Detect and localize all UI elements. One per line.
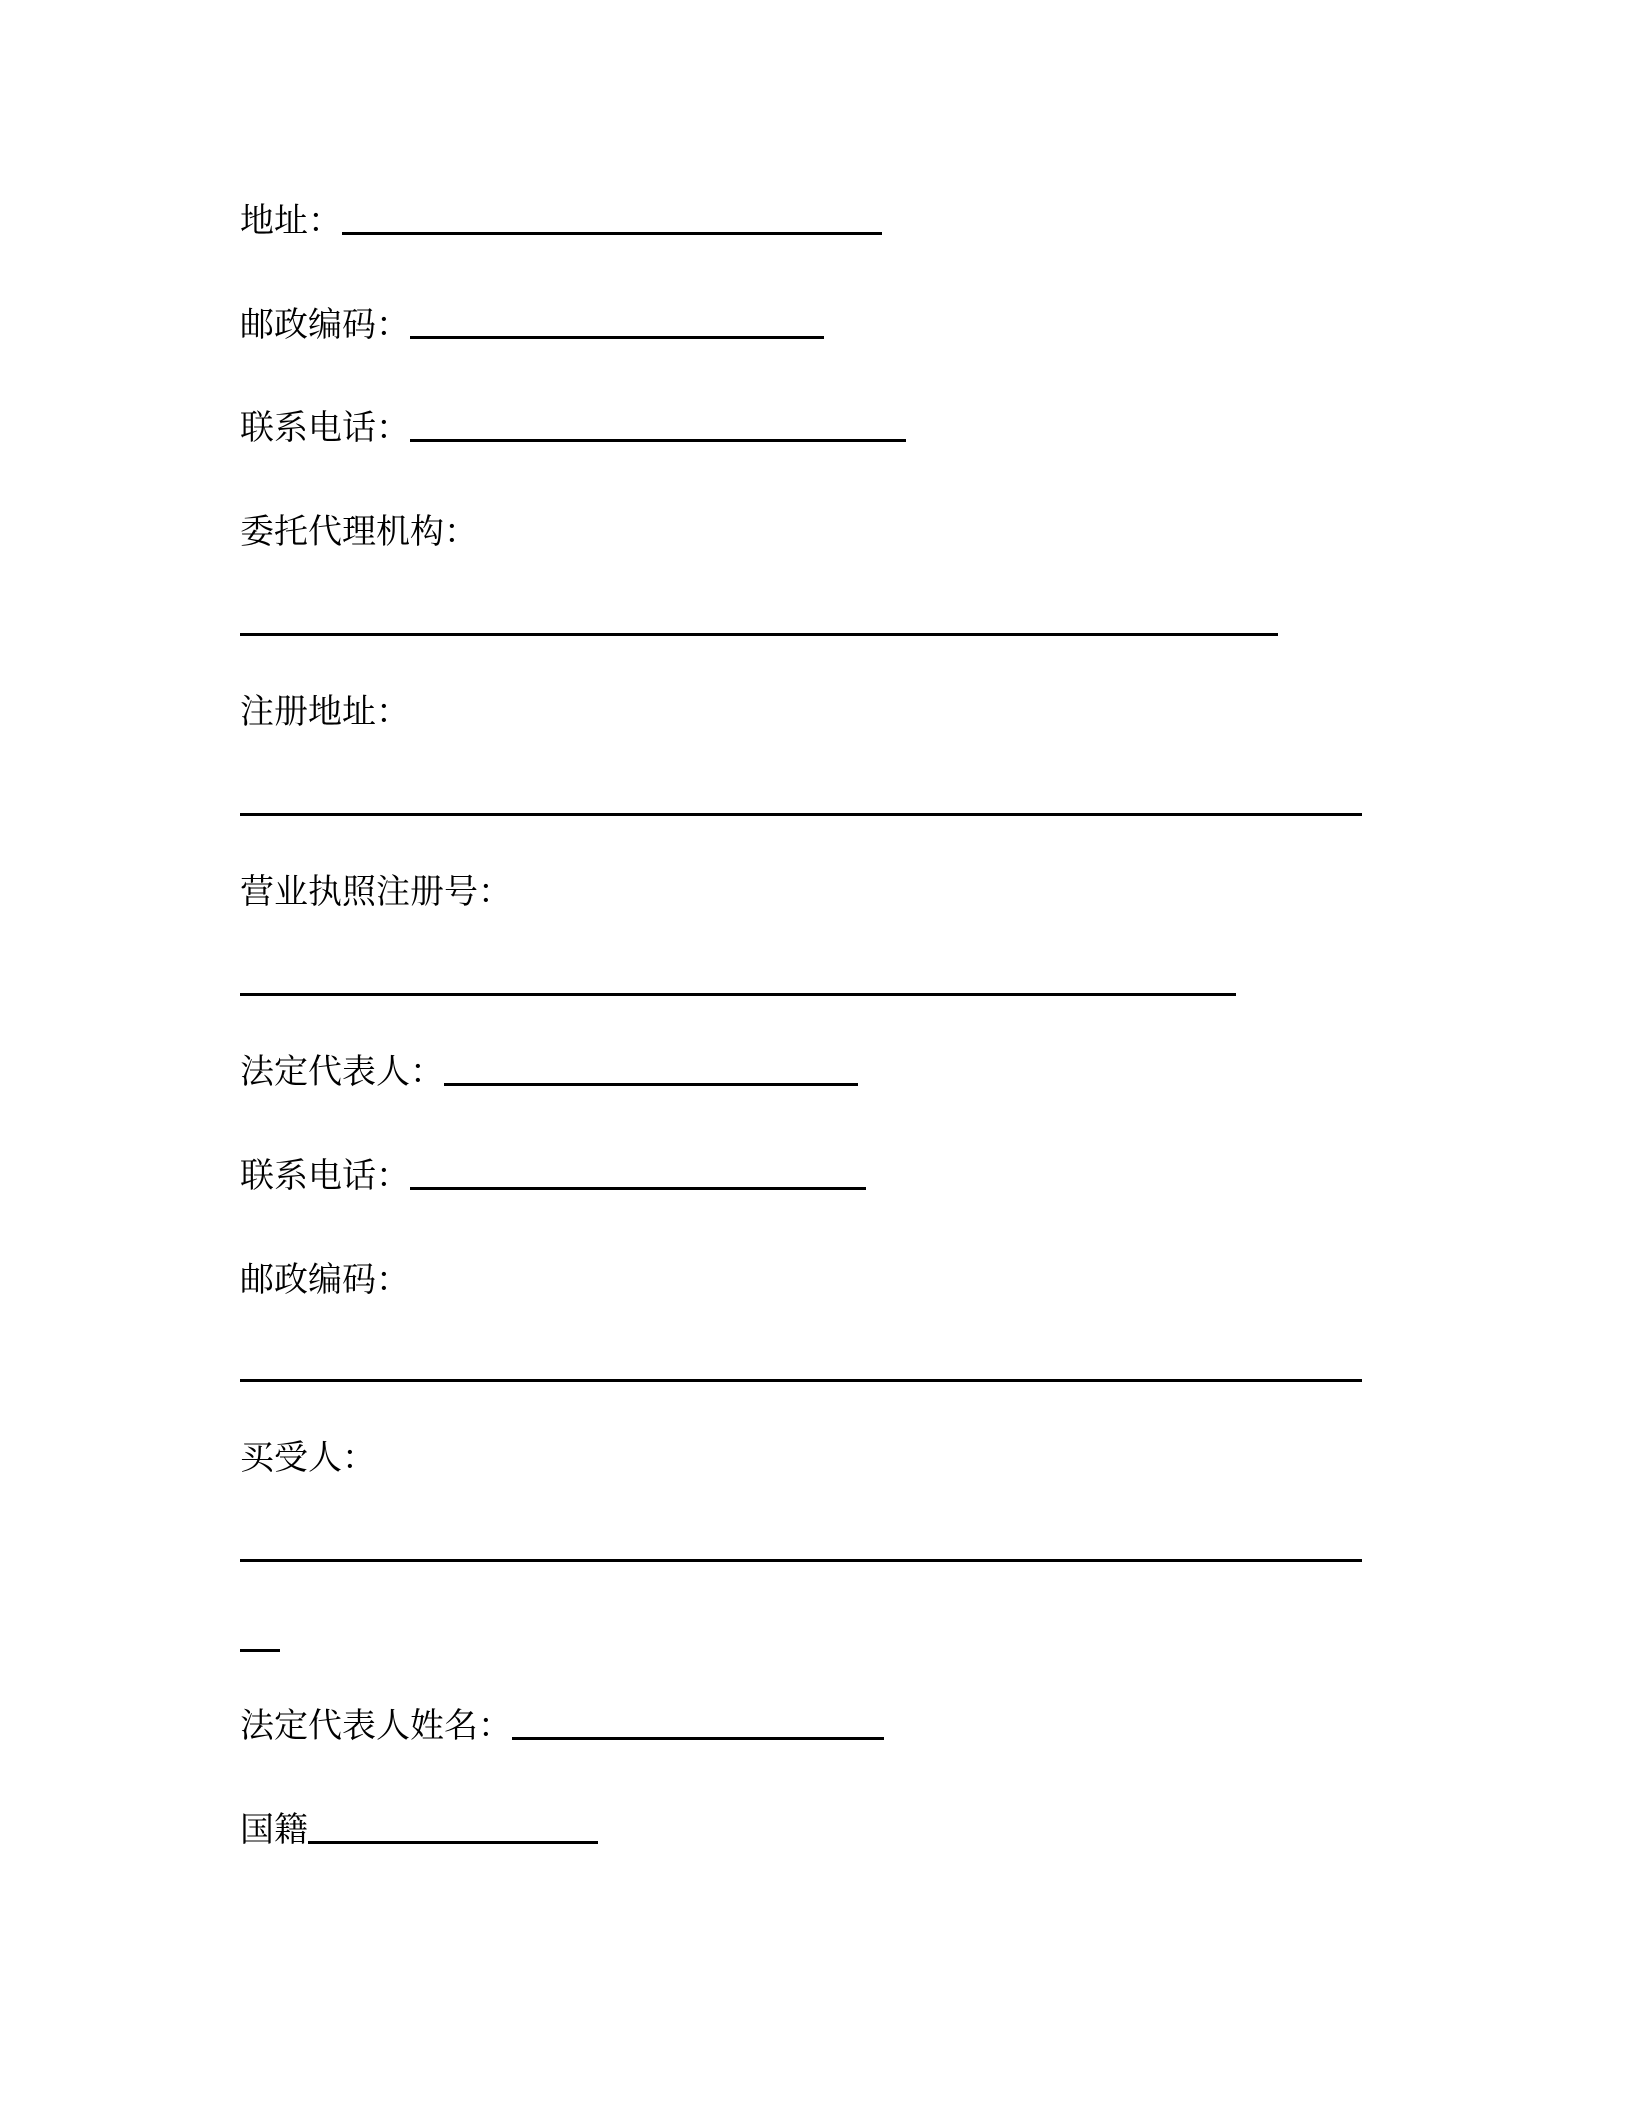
agency-line: [240, 504, 478, 554]
address-label: 地址：: [240, 201, 342, 241]
nationality-blank[interactable]: [308, 1841, 598, 1844]
legal-rep-name-line: [240, 1698, 884, 1748]
agency-blank[interactable]: [240, 633, 1278, 636]
license-number-label: 营业执照注册号：: [240, 872, 512, 912]
address-blank[interactable]: [342, 232, 882, 235]
buyer-label: 买受人：: [240, 1438, 376, 1478]
buyer-blank[interactable]: [240, 1559, 1362, 1562]
legal-rep-label: 法定代表人：: [240, 1052, 444, 1092]
postal-code-line: [240, 297, 824, 347]
address-line: [240, 193, 882, 243]
postal-code-2-label: 邮政编码：: [240, 1260, 410, 1300]
license-number-blank-line: [240, 954, 1236, 1004]
legal-rep-name-blank[interactable]: [512, 1737, 884, 1740]
license-number-line: [240, 864, 512, 914]
nationality-line: [240, 1802, 598, 1852]
postal-code-label: 邮政编码：: [240, 305, 410, 345]
registered-address-blank[interactable]: [240, 813, 1362, 816]
postal-code-blank[interactable]: [410, 336, 824, 339]
postal-code-2-line: [240, 1252, 410, 1302]
registered-address-label: 注册地址：: [240, 692, 410, 732]
phone-label: 联系电话：: [240, 408, 410, 448]
postal-code-2-blank[interactable]: [240, 1379, 1362, 1382]
buyer-blank-line: [240, 1520, 1362, 1570]
phone-line: [240, 400, 906, 450]
registered-address-line: [240, 684, 410, 734]
phone-blank[interactable]: [410, 439, 906, 442]
postal-code-2-blank-line: [240, 1340, 1362, 1390]
phone-2-blank[interactable]: [410, 1187, 866, 1190]
buyer-blank-continued-line: [240, 1610, 280, 1660]
legal-rep-blank[interactable]: [444, 1083, 858, 1086]
phone-2-line: [240, 1148, 866, 1198]
nationality-label: 国籍: [240, 1810, 308, 1850]
registered-address-blank-line: [240, 774, 1362, 824]
buyer-line: [240, 1430, 376, 1480]
license-number-blank[interactable]: [240, 993, 1236, 996]
phone-2-label: 联系电话：: [240, 1156, 410, 1196]
agency-blank-line: [240, 594, 1278, 644]
legal-rep-name-label: 法定代表人姓名：: [240, 1706, 512, 1746]
legal-rep-line: [240, 1044, 858, 1094]
agency-label: 委托代理机构：: [240, 512, 478, 552]
buyer-blank-continued[interactable]: [240, 1649, 280, 1652]
